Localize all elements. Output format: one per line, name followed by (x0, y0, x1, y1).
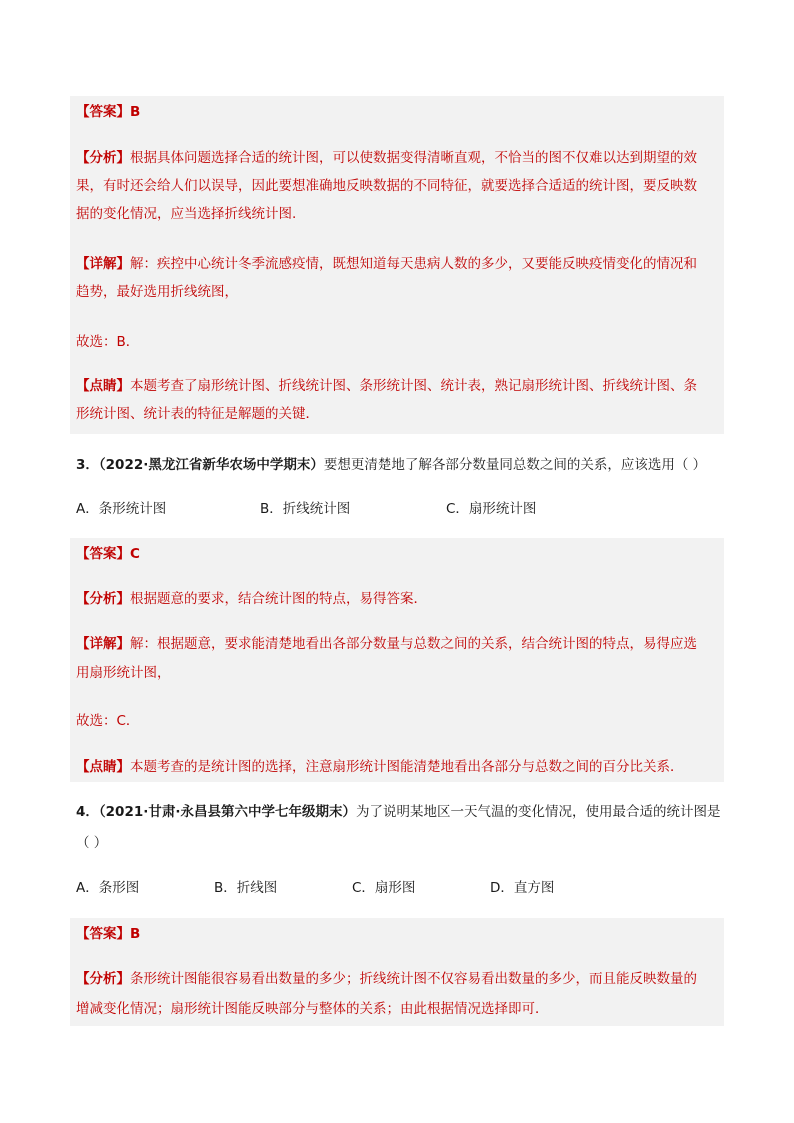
question-text: 要想更清楚地了解各部分数量同总数之间的关系，应该选用（ ） (323, 457, 707, 473)
analysis-line-1 (76, 969, 697, 989)
option-c: C．扇形图 (352, 880, 416, 896)
comment-text: 本题考查的是统计图的选择，注意扇形统计图能清楚地看出各部分与总数之间的百分比关系． (130, 759, 684, 775)
question-text: 为了说明某地区一天气温的变化情况，使用最合适的统计图是 (356, 804, 721, 820)
detail-text: 解：疾控中心统计冬季流感疫情，既想知道每天患病人数的多少，又要能反映疫情变化的情况和 (130, 256, 697, 272)
comment-tag: 【点睛】 (76, 378, 130, 394)
detail-tag: 【详解】 (76, 636, 130, 652)
solution-block-2 (70, 96, 724, 434)
answer-line (76, 924, 140, 944)
analysis-line-3: 据的变化情况，应当选择折线统计图. (76, 206, 297, 222)
detail-line-2: 趋势，最好选用折线统图， (76, 284, 238, 300)
detail-text: 解：根据题意，要求能清楚地看出各部分数量与总数之间的关系，结合统计图的特点，易得应选 (130, 636, 697, 652)
question-number: 3． (76, 457, 99, 473)
detail-line-2: 用扇形统计图， (76, 665, 171, 681)
detail-tag: 【详解】 (76, 256, 130, 272)
question-4 (76, 802, 721, 822)
option-c: C．扇形统计图 (446, 501, 537, 517)
analysis-text: 条形统计图能很容易看出数量的多少；折线统计图不仅容易看出数量的多少，而且能反映数量的 (130, 971, 697, 987)
analysis-text: 根据具体问题选择合适的统计图，可以使数据变得清晰直观，不恰当的图不仅难以达到期望的效 (130, 150, 697, 166)
comment-line-2: 形统计图、统计表的特征是解题的关键． (76, 406, 319, 422)
comment-tag: 【点睛】 (76, 759, 130, 775)
choose-line: 故选：B． (76, 334, 140, 350)
solution-block-3 (70, 538, 724, 782)
question-number: 4． (76, 804, 99, 820)
question-4-bracket: （ ） (76, 835, 108, 851)
detail-line-1 (76, 634, 697, 654)
analysis-tag: 【分析】 (76, 971, 130, 987)
answer-tag: 【答案】 (76, 104, 130, 120)
comment-line-1 (76, 376, 697, 396)
question-4-options (76, 878, 716, 898)
solution-block-4 (70, 918, 724, 1026)
analysis-line (76, 589, 427, 609)
answer-value: B (130, 926, 141, 942)
option-b: B．折线图 (214, 880, 278, 896)
analysis-line-2: 果，有时还会给人们以误导，因此要想准确地反映数据的不同特征，就要选择合适适的统计图，要反映数 (76, 178, 697, 194)
analysis-tag: 【分析】 (76, 150, 130, 166)
analysis-line-2: 增减变化情况；扇形统计图能反映部分与整体的关系；由此根据情况选择即可． (76, 1001, 549, 1017)
option-a: A．条形统计图 (76, 501, 167, 517)
comment-text: 本题考查了扇形统计图、折线统计图、条形统计图、统计表，熟记扇形统计图、折线统计图、条 (130, 378, 697, 394)
question-source: （2021·甘肃·永昌县第六中学七年级期末） (98, 804, 356, 820)
answer-value: C (130, 546, 140, 562)
analysis-tag: 【分析】 (76, 591, 130, 607)
answer-value: B (130, 104, 141, 120)
analysis-line-1 (76, 148, 697, 168)
answer-tag: 【答案】 (76, 546, 130, 562)
comment-line (76, 757, 684, 777)
answer-line (76, 544, 140, 564)
analysis-text: 根据题意的要求，结合统计图的特点，易得答案． (130, 591, 427, 607)
option-b: B．折线统计图 (260, 501, 351, 517)
answer-tag: 【答案】 (76, 926, 130, 942)
question-3-options (76, 499, 716, 519)
option-d: D．直方图 (490, 880, 555, 896)
question-3 (76, 455, 706, 475)
choose-line: 故选：C． (76, 713, 140, 729)
detail-line-1 (76, 254, 697, 274)
option-a: A．条形图 (76, 880, 140, 896)
answer-line (76, 102, 140, 122)
question-source: （2022·黑龙江省新华农场中学期末） (98, 457, 324, 473)
